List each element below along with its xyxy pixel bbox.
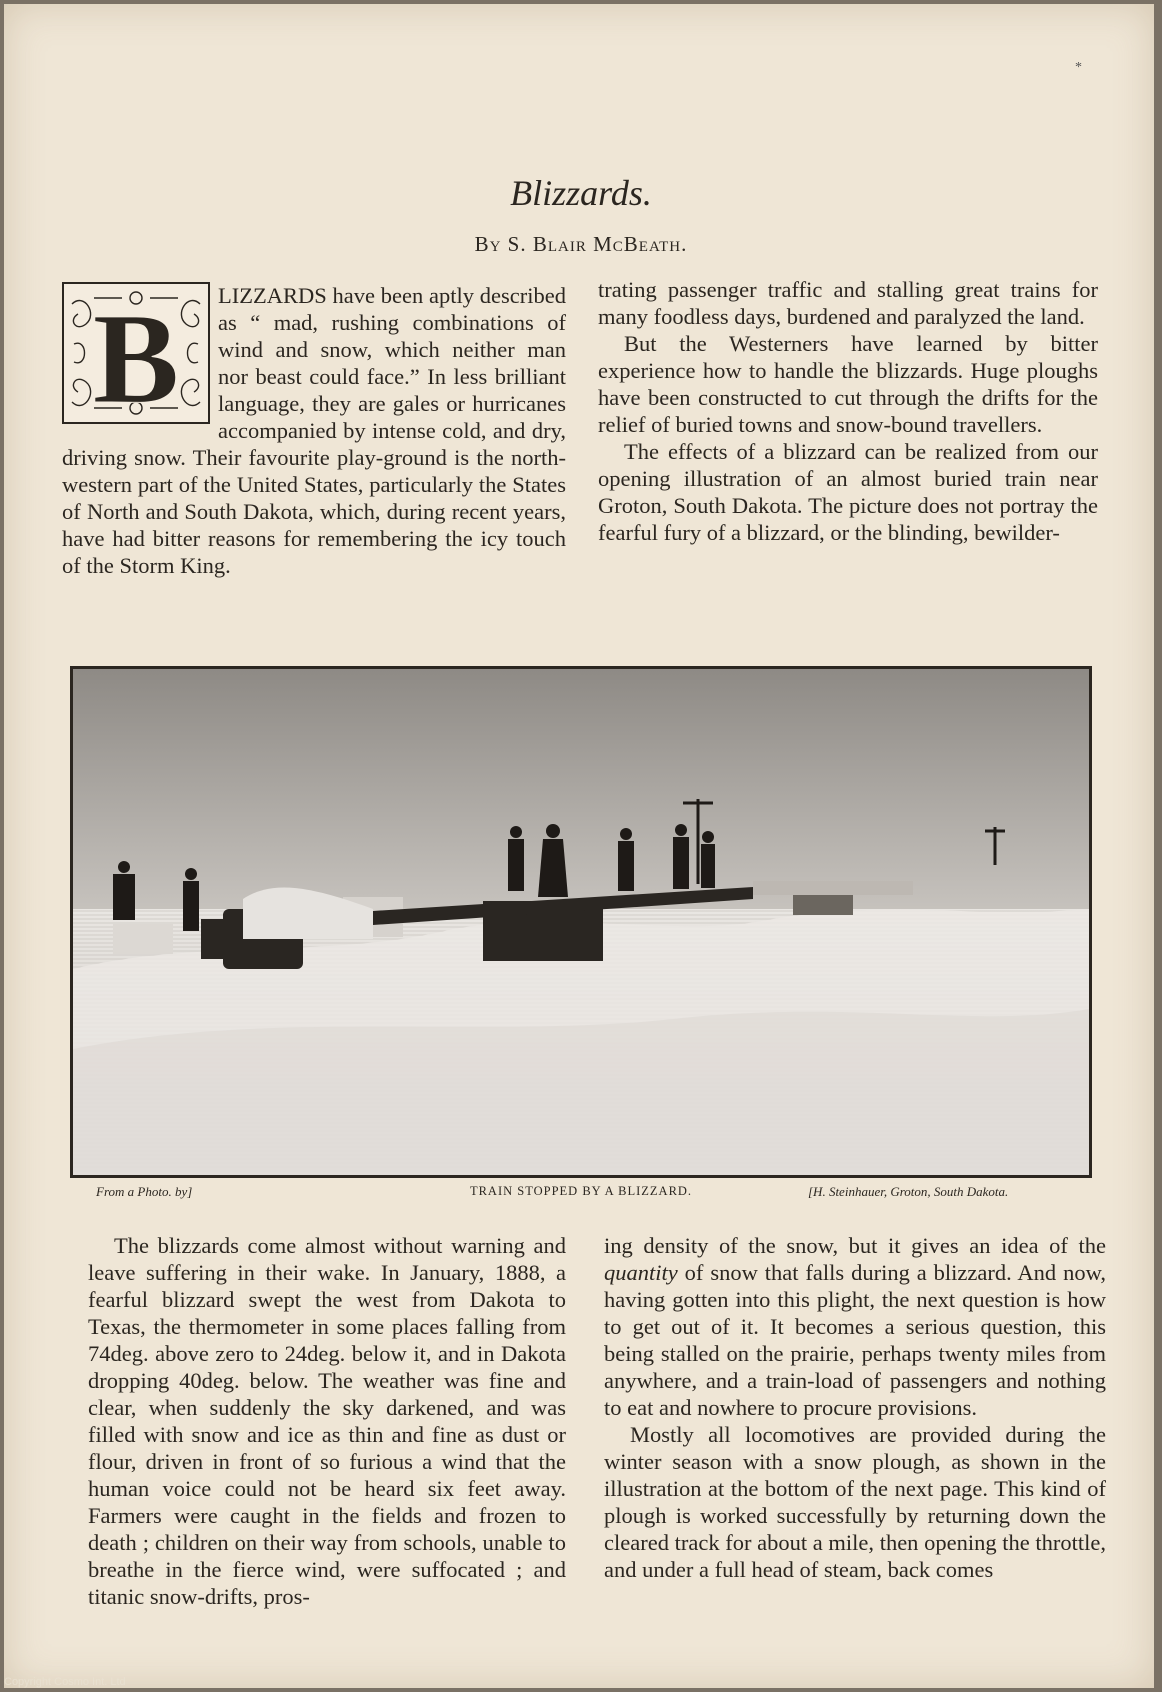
paragraph: trating passenger traffic and stalling great trains for many foodless days, burdened and paralyzed the land. [598, 277, 1098, 329]
paragraph: The effects of a blizzard can be realized from our opening illustration of an almost buried train near Groton, South Dakota. The picture does not portray the fearful fury of a blizzard, or the blinding, bewilder- [598, 439, 1098, 545]
paragraph: Mostly all locomotives are provided during the winter season with a snow plough, as shown in the illustration at the bottom of the next page. This kind of plough is worked successfully by returning down the cleared track for about a mile, then opening the throttle, and under a full head of steam, back comes [604, 1422, 1106, 1582]
paragraph: LIZZARDS have been aptly described as “ mad, rushing combinations of wind and snow, which neither man nor beast could face.” In less brilliant language, they are gales or hurricanes accompanied by intense cold, and dry, driving snow. Their favourite play-ground is the north-western part of the United States, particularly the States of North and South Dakota, which, during recent years, have had bitter reasons for remembering the icy touch of the Storm King. [62, 283, 566, 578]
article-title: Blizzards. [510, 173, 652, 213]
column-1-bottom [88, 1232, 566, 1610]
column-2-bottom [604, 1232, 1106, 1583]
buried-train-illustration [73, 669, 1089, 1175]
decorative-dropcap [62, 282, 210, 424]
caption-credit-left: From a Photo. by] [96, 1184, 193, 1199]
paragraph: The blizzards come almost without warning and leave suffering in their wake. In January, 1888, a fearful blizzard swept the west from Dakota to Texas, the thermometer in some places falling from 74deg. above zero to 24deg. below it, and in Dakota dropping 40deg. below. The weather was fine and clear, when suddenly the sky darkened, and was filled with snow and ice as thin and fine as dust or flour, driven in front of so furious a wind that the human voice could not be heard six feet away. Farmers were caught in the fields and frozen to death ; children on their way from schools, unable to breathe in the fierce wind, were suffocated ; and titanic snow-drifts, pros- [88, 1233, 566, 1609]
paragraph: But the Westerners have learned by bitter experience how to handle the blizzards. Huge ploughs have been constructed to cut through the drifts for the relief of buried towns and snow-bound travellers. [598, 331, 1098, 437]
emphasis-quantity: quantity [604, 1260, 678, 1285]
ornament-icon [64, 284, 208, 422]
figure-caption: TRAIN STOPPED BY A BLIZZARD. [469, 1184, 693, 1198]
svg-text:B: B [92, 287, 180, 422]
caption-credit-right: [H. Steinhauer, Groton, South Dakota. [808, 1184, 1009, 1199]
article-byline: By S. Blair McBeath. [474, 232, 688, 256]
text-run: of snow that falls during a blizzard. And now, having gotten into this plight, the next question is how to get out of it. It becomes a serious question, this being stalled on the prairie, perhaps twenty miles from anywhere, and a train-load of passengers and nothing to eat and nowhere to procure provisions. [604, 1260, 1106, 1420]
text-run: ing density of the snow, but it gives an idea of the [604, 1233, 1106, 1258]
column-1-top [62, 282, 566, 579]
paragraph [604, 1232, 1106, 1421]
column-2-top [598, 276, 1098, 546]
page-marker: * [1075, 60, 1082, 75]
train-photo [70, 666, 1092, 1178]
copyright-watermark: Copyright Cosmo Int. Ltd [4, 1676, 126, 1688]
